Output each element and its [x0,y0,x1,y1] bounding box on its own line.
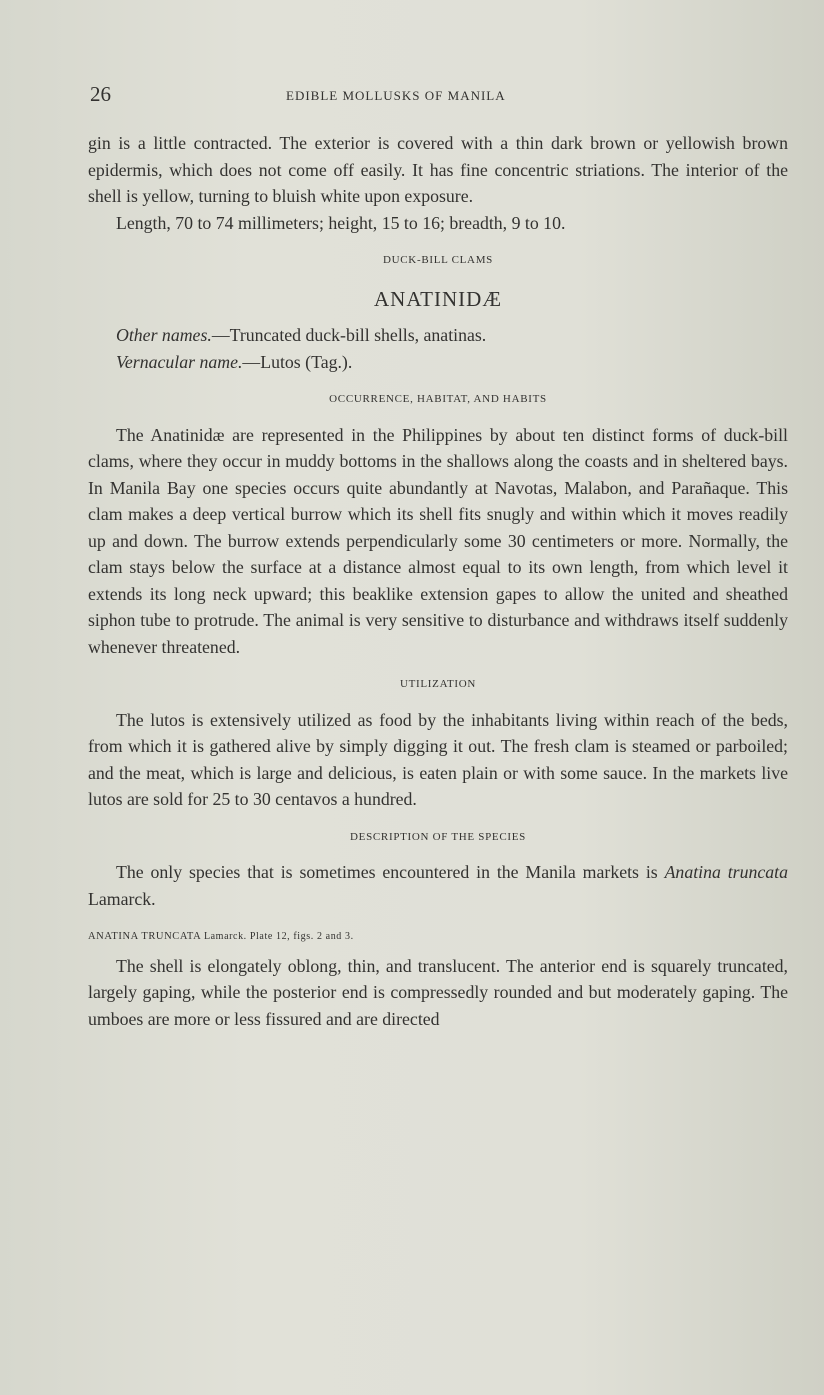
species-name: ANATINA TRUNCATA [88,931,201,942]
vernacular-name [88,349,788,376]
description-paragraph [88,859,788,912]
family-heading: ANATINIDÆ [374,286,502,311]
other-names-text: —Truncated duck-bill shells, anatinas. [211,325,487,345]
species-heading [88,924,788,951]
continued-paragraph: gin is a little contracted. The exterior is covered with a thin dark brown or yellowish brown epidermis, which does not come off easily. It has fine concentric striations. The interior of the shell is yellow, turning to bluish white upon exposure. [88,133,788,206]
occurrence-heading: OCCURRENCE, HABITAT, AND HABITS [329,393,547,405]
species-italic-name: Anatina truncata [664,862,788,882]
vernacular-label: Vernacular name. [116,351,243,372]
utilization-paragraph: The lutos is extensively utilized as food by the inhabitants living within reach of the beds, from which it is gathered alive by simply digging it out. The fresh clam is steamed or parboiled; and the meat, which is large and delicious, is eaten plain or with some sauce. In the markets live lutos are sold for 25 to 30 centavos a hundred. [88,709,788,809]
description-text-start: The only species that is sometimes encountered in the Manila markets is [116,862,665,882]
section-heading: DUCK-BILL CLAMS [382,254,493,266]
running-head: EDIBLE MOLLUSKS OF MANILA [286,88,506,103]
occurrence-paragraph: The Anatinidæ are represented in the Philippines by about ten distinct forms of duck-bill clams, where they occur in muddy bottoms in the shallows along the coasts and in sheltered bays. In Manila Bay one species occurs quite abundantly at Navotas, Malabon, and Parañaque. This clam makes a deep vertical burrow which its shell fits snugly and within which it moves readily up and down. The burrow extends perpendicularly some 30 centimeters or more. Normally, the clam stays below the surface at a distance almost equal to its own length, from which level it extends its long neck upward; this beaklike extension gapes to allow the united and sheathed siphon tube to protrude. The animal is very sensitive to disturbance and withdraws itself suddenly whenever threatened. [88,424,788,657]
description-heading: DESCRIPTION OF THE SPECIES [350,830,526,843]
page-header [90,82,790,112]
other-names-label: Other names. [116,325,212,345]
other-names [88,322,788,349]
utilization-heading: UTILIZATION [399,678,477,690]
species-reference: Lamarck. Plate 12, figs. 2 and 3. [203,931,354,942]
page-number: 26 [90,82,111,106]
measurements-paragraph: Length, 70 to 74 millimeters; height, 15 to 16; breadth, 9 to 10. [116,212,566,233]
species-paragraph: The shell is elongately oblong, thin, and translucent. The anterior end is squarely truncated, largely gaping, while the posterior end is compressedly rounded and but moderately gaping. The umboes are more or less fissured and are directed [88,955,788,1029]
description-text-end: Lamarck. [88,888,156,909]
vernacular-text: —Lutos (Tag.). [242,351,353,372]
page-text [88,130,788,1032]
